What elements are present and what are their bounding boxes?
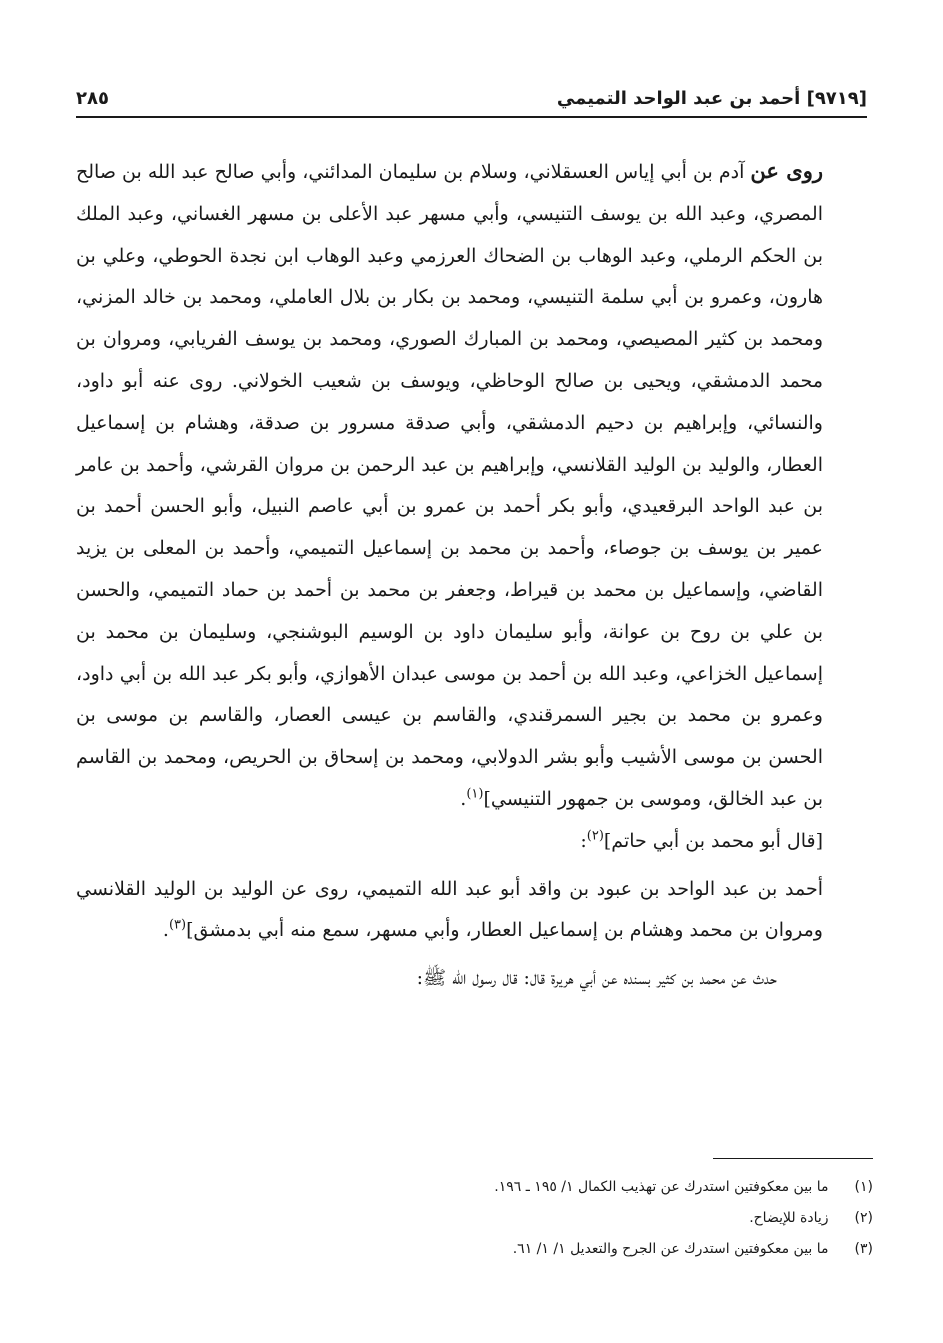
footnotes: [76, 1172, 873, 1265]
footnote-divider: [713, 1158, 873, 1159]
hadith-line: [76, 958, 873, 1000]
paragraph-biography: [76, 869, 873, 953]
lead-phrase: روى عن: [750, 158, 823, 183]
quote-line: [76, 821, 873, 863]
paragraph-2-end: .: [162, 919, 169, 942]
footnote-text: ما بين معكوفتين استدرك عن تهذيب الكمال ١/ ١٩٥ ـ ١٩٦.: [494, 1179, 829, 1195]
footnote-text: زيادة للإيضاح.: [749, 1210, 829, 1226]
paragraph-narrators: [76, 150, 873, 821]
footnote-number: (٢): [854, 1210, 873, 1226]
footnote-ref-2: (٢): [586, 828, 604, 844]
quote-line-end: :: [580, 829, 587, 852]
paragraph-1-text: آدم بن أبي إياس العسقلاني، وسلام بن سليمان المدائني، وأبي صالح عبد الله بن صالح المصري، وعبد الله بن يوسف التنيسي، وأبي مسهر عبد الأعلى بن مسهر الغساني، وعبد الملك بن الحكم الرملي، وعبد الوهاب بن الضحاك العرزمي وعبد الوهاب ابن نجدة الحوطي، وعلي بن هارون، وعمرو بن أبي سلمة التنيسي، ومحمد بن بكار بن بلال العاملي، ومحمد بن خالد المزني، ومحمد بن كثير المصيصي، ومحمد بن المبارك الصوري، ومحمد بن يوسف الفريابي، ومروان بن محمد الدمشقي، ويحيى بن صالح الوحاظي، ويوسف بن شعيب الخولاني. روى عنه أبو داود، والنسائي، وإبراهيم بن دحيم الدمشقي، وأبي صدقة مسرور بن صدقة، وهشام بن إسماعيل العطار، والوليد بن الوليد القلانسي، وإبراهيم بن عبد الرحمن بن مروان القرشي، وأحمد بن عامر بن عبد الواحد البرقعيدي، وأبو بكر أحمد بن عمرو بن أبي عاصم النبيل، وأبو الحسن أحمد بن عمير بن يوسف بن جوصاء، وأحمد بن محمد بن إسماعيل التميمي، وأحمد بن المعلى بن يزيد القاضي، وإسماعيل بن محمد بن قيراط، وجعفر بن محمد بن أحمد بن حماد التميمي، والحسن بن علي بن روح بن عوانة، وأبو سليمان داود بن الوسيم البوشنجي، وسليمان بن محمد بن إسماعيل الخزاعي، وعبد الله بن أحمد بن موسى عبدان الأهوازي، وأبو بكر عبد الله بن أبي داود، وعمرو بن محمد بن بجير السمرقندي، والقاسم بن عيسى العصار، والقاسم بن موسى بن الحسن بن موسى الأشيب وأبو بشر الدولابي، ومحمد بن إسحاق بن الحريص، ومحمد بن القاسم بن عبد الخالق، وموسى بن جمهور التنيسي]: [76, 161, 823, 810]
main-text: [76, 150, 873, 1000]
footnote-number: (١): [854, 1179, 873, 1195]
footnote-ref-3: (٣): [168, 918, 187, 934]
running-header: [76, 86, 867, 118]
footnote-item: [76, 1234, 873, 1265]
footnote-item: [76, 1203, 873, 1234]
paragraph-1-end: .: [460, 787, 467, 810]
quote-line-text: [قال أبو محمد بن أبي حاتم]: [603, 829, 823, 852]
footnote-number: (٣): [854, 1241, 873, 1257]
paragraph-2-text: أحمد بن عبد الواحد بن عبود بن واقد أبو عبد الله التميمي، روى عن الوليد بن الوليد القلانسي ومروان بن محمد وهشام بن إسماعيل العطار، وأبي مسهر، سمع منه أبي بدمشق]: [76, 877, 823, 942]
hadith-line-text: حدث عن محمد بن كثير بسنده عن أبي هريرة قال: قال رسول الله ﷺ:: [416, 967, 777, 990]
footnote-text: ما بين معكوفتين استدرك عن الجرح والتعديل ١/ ١/ ٦١.: [512, 1241, 829, 1257]
page-number: ٢٨٥: [76, 88, 109, 109]
running-title: [٩٧١٩] أحمد بن عبد الواحد التميمي: [556, 88, 867, 109]
footnote-ref-1: (١): [466, 786, 484, 802]
footnote-item: [76, 1172, 873, 1203]
